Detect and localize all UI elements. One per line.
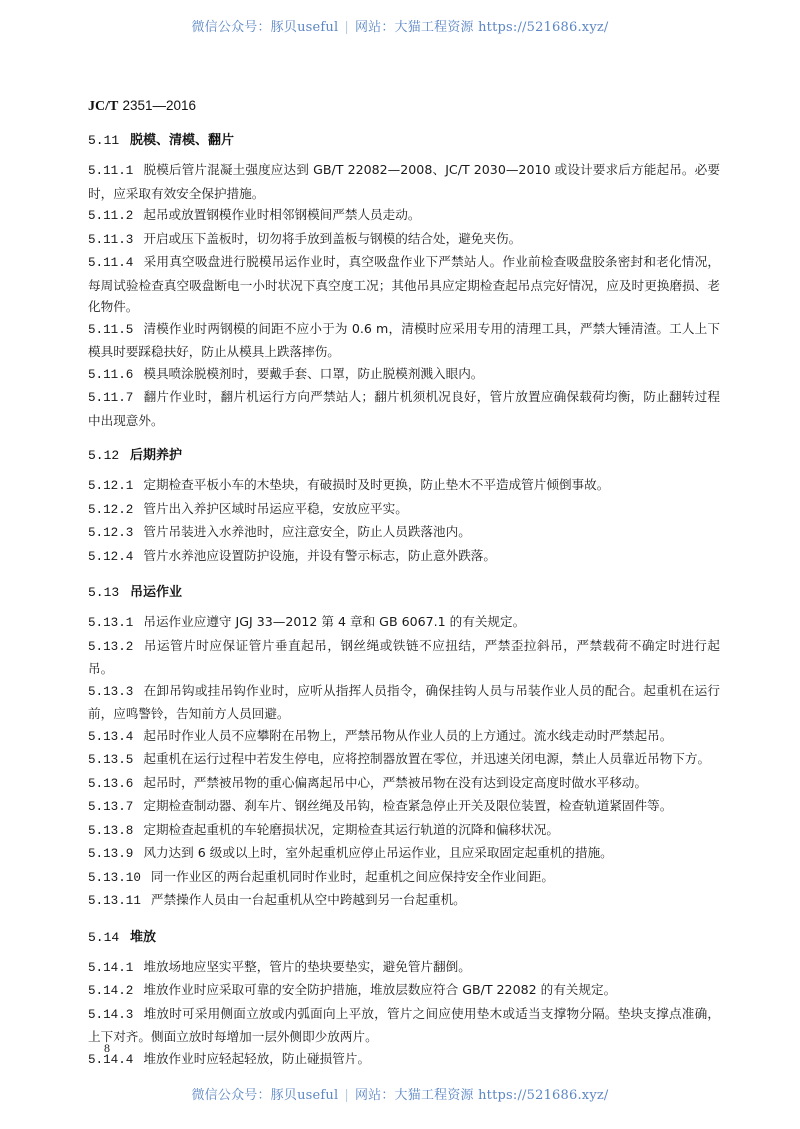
- section-title: 脱模、清模、翻片: [130, 133, 235, 148]
- clause-text: 堆放场地应坚实平整，管片的垫块要垫实，避免管片翻倒。: [143, 958, 471, 974]
- clause: [88, 611, 720, 635]
- clause: [88, 545, 720, 569]
- section-number: 5.13: [88, 585, 120, 600]
- clause-text: 同一作业区的两台起重机同时作业时，起重机之间应保持安全作业间距。: [150, 868, 554, 884]
- clause-text: 起吊时作业人员不应攀附在吊物上，严禁吊物从作业人员的上方通过。流水线走动时严禁起吊。: [143, 727, 673, 743]
- clause: [88, 819, 720, 843]
- clause-number: 5.11.5: [88, 322, 134, 337]
- clause-text: 吊运管片时应保证管片垂直起吊，钢丝绳或铁链不应扭结，严禁歪拉斜吊，严禁载荷不确定时进行起吊。: [88, 637, 720, 676]
- clause-number: 5.11.6: [88, 367, 134, 382]
- section-heading: [88, 445, 720, 467]
- clause: [88, 251, 720, 318]
- clause-number: 5.12.1: [88, 479, 134, 493]
- section-title: 堆放: [130, 929, 157, 945]
- clause-text: 堆放作业时应轻起轻放，防止碰损管片。: [143, 1050, 371, 1066]
- section-gap: [88, 913, 720, 919]
- clause-text: 定期检查制动器、刹车片、钢丝绳及吊钩，检查紧急停止开关及限位装置，检查轨道紧固件等。: [143, 798, 673, 813]
- clause-number: 5.11.3: [88, 232, 134, 247]
- clause-text: 脱模后管片混凝土强度应达到 GB/T 22082—2008、JC/T 2030—2010 或设计要求后方能起吊。必要时，应采取有效安全保护措施。: [88, 162, 720, 201]
- section-heading: [88, 582, 720, 604]
- clause-number: 5.13.3: [88, 684, 134, 699]
- clause-number: 5.11.2: [88, 209, 134, 223]
- watermark-wechat: 微信公众号：豚贝useful: [191, 20, 339, 35]
- clause-number: 5.13.8: [88, 823, 134, 838]
- clause-number: 5.13.11: [88, 894, 141, 908]
- clause-number: 5.14.4: [88, 1052, 134, 1067]
- clause-text: 清模作业时两钢模的间距不应小于为 0.6 m，清模时应采用专用的清理工具，严禁大锤清渣。工人上下模具时要踩稳扶好，防止从模具上跌落摔伤。: [88, 320, 720, 359]
- clause: [88, 474, 720, 498]
- clause-number: 5.13.4: [88, 729, 134, 744]
- section-number: 5.11: [88, 133, 120, 148]
- document-code-number: 2351—2016: [122, 98, 197, 113]
- clause-text: 严禁操作人员由一台起重机从空中跨越到另一台起重机。: [150, 892, 466, 907]
- clause-text: 定期检查起重机的车轮磨损状况，定期检查其运行轨道的沉降和偏移状况。: [143, 821, 559, 837]
- section-title: 后期养护: [130, 448, 183, 463]
- document-code-prefix: JC/T: [88, 99, 119, 114]
- clause-text: 模具喷涂脱模剂时，要戴手套、口罩，防止脱模剂溅入眼内。: [143, 365, 484, 381]
- clause-number: 5.14.1: [88, 960, 134, 975]
- watermark-wechat: 微信公众号：豚贝useful: [191, 1088, 339, 1103]
- clause: [88, 318, 720, 363]
- clause-text: 在卸吊钩或挂吊钩作业时，应听从指挥人员指令，确保挂钩人员与吊装作业人员的配合。起重机在运行前，应鸣警铃，告知前方人员回避。: [88, 682, 720, 721]
- clause: [88, 228, 720, 252]
- clause-number: 5.12.2: [88, 502, 134, 517]
- section-number: 5.14: [88, 929, 120, 945]
- clause: [88, 521, 720, 545]
- clause-text: 管片吊装进入水养池时，应注意安全，防止人员跌落池内。: [143, 524, 471, 539]
- clause: [88, 889, 720, 913]
- clause: [88, 725, 720, 749]
- clause: [88, 795, 720, 819]
- watermark-separator: |: [344, 20, 349, 35]
- clause-text: 起重机在运行过程中若发生停电，应将控制器放置在零位，并迅速关闭电源，禁止人员靠近吊物下方。: [143, 751, 711, 766]
- section-gap: [88, 431, 720, 437]
- clause: [88, 498, 720, 522]
- clause: [88, 979, 720, 1003]
- section-gap: [88, 568, 720, 574]
- watermark-top: [0, 16, 800, 35]
- clause-text: 起吊时，严禁被吊物的重心偏离起吊中心，严禁被吊物在没有达到设定高度时做水平移动。: [143, 774, 648, 790]
- clause: [88, 772, 720, 796]
- clause: [88, 1048, 720, 1072]
- section-heading: [88, 130, 720, 152]
- clause-number: 5.13.6: [88, 776, 134, 791]
- clause-text: 采用真空吸盘进行脱模吊运作业时，真空吸盘作业下严禁站人。作业前检查吸盘胶条密封和老化情况，每周试验检查真空吸盘断电一小时状况下真空度工况；其他吊具应定期检查起吊点完好情况，应及时更换磨损、老化物件。: [88, 254, 720, 314]
- clause-text: 开启或压下盖板时，切勿将手放到盖板与钢模的结合处，避免夹伤。: [143, 230, 522, 246]
- clause-text: 起吊或放置钢模作业时相邻钢模间严禁人员走动。: [143, 207, 421, 222]
- watermark-bottom: [0, 1084, 800, 1103]
- clause-text: 堆放作业时应采取可靠的安全防护措施，堆放层数应符合 GB/T 22082 的有关规定。: [143, 982, 617, 997]
- clause: [88, 363, 720, 387]
- clause: [88, 842, 720, 866]
- clause-text: 风力达到 6 级或以上时，室外起重机应停止吊运作业，且应采取固定起重机的措施。: [143, 845, 613, 860]
- clause: [88, 204, 720, 228]
- clause: [88, 680, 720, 725]
- clause-number: 5.14.2: [88, 984, 134, 998]
- clause-number: 5.13.1: [88, 616, 134, 630]
- section-number: 5.12: [88, 448, 120, 463]
- clause-number: 5.13.9: [88, 847, 134, 861]
- clause-number: 5.12.4: [88, 549, 134, 564]
- clause-text: 吊运作业应遵守 JGJ 33—2012 第 4 章和 GB 6067.1 的有关规定。: [143, 614, 526, 629]
- clause-number: 5.11.7: [88, 391, 134, 405]
- document-code: [88, 98, 196, 115]
- clause-number: 5.13.5: [88, 753, 134, 767]
- section-heading: [88, 927, 720, 949]
- clause: [88, 866, 720, 890]
- watermark-separator: |: [344, 1088, 349, 1103]
- clause: [88, 159, 720, 204]
- clause-number: 5.13.10: [88, 870, 141, 885]
- watermark-website: 网站：大猫工程资源 https://521686.xyz/: [354, 1088, 609, 1103]
- clause-number: 5.14.3: [88, 1007, 134, 1022]
- clause-number: 5.12.3: [88, 526, 134, 540]
- clause: [88, 1003, 720, 1048]
- clause: [88, 635, 720, 680]
- clause-text: 定期检查平板小车的木垫块，有破损时及时更换，防止垫木不平造成管片倾倒事故。: [143, 477, 610, 492]
- clause: [88, 386, 720, 431]
- clause-text: 翻片作业时，翻片机运行方向严禁站人；翻片机须机况良好，管片放置应确保载荷均衡，防止翻转过程中出现意外。: [88, 389, 720, 428]
- clause-number: 5.13.2: [88, 639, 134, 654]
- clause-text: 堆放时可采用侧面立放或内弧面向上平放，管片之间应使用垫木或适当支撑物分隔。垫块支撑点准确，上下对齐。侧面立放时每增加一层外侧即少放两片。: [88, 1005, 720, 1044]
- page-number: 8: [104, 1041, 110, 1055]
- clause: [88, 956, 720, 980]
- clause-text: 管片水养池应设置防护设施，并设有警示标志，防止意外跌落。: [143, 547, 496, 563]
- watermark-website: 网站：大猫工程资源 https://521686.xyz/: [354, 20, 609, 35]
- clause-number: 5.11.4: [88, 256, 134, 270]
- clause: [88, 748, 720, 772]
- section-title: 吊运作业: [130, 585, 183, 600]
- document-body: [88, 122, 720, 1071]
- clause-number: 5.11.1: [88, 164, 134, 178]
- clause-text: 管片出入养护区域时吊运应平稳，安放应平实。: [143, 500, 408, 516]
- clause-number: 5.13.7: [88, 800, 134, 814]
